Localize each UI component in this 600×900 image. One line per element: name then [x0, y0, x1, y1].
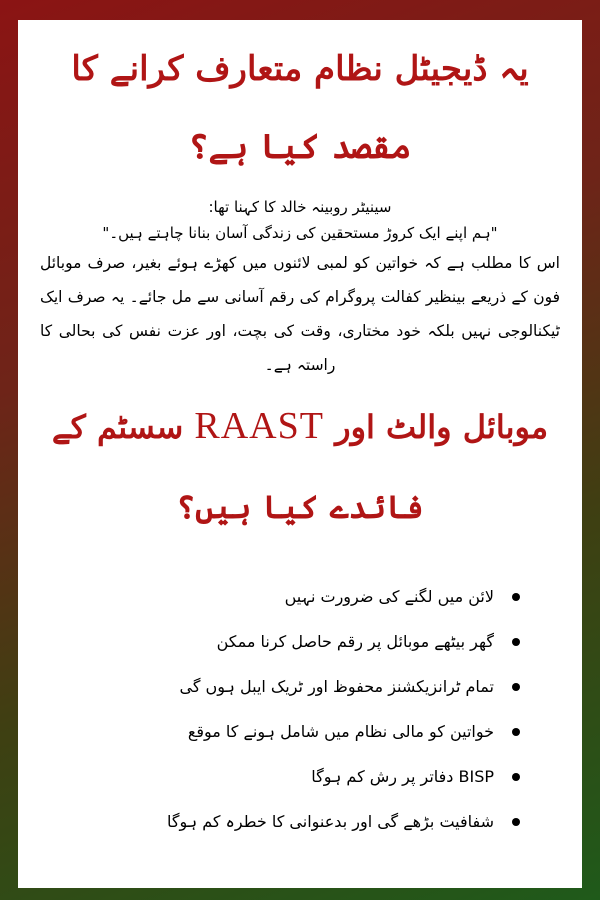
bullet-icon [512, 773, 520, 781]
page-title [40, 30, 560, 186]
bullet-icon [512, 728, 520, 736]
section-heading [40, 386, 560, 547]
benefit-text: گھر بیٹھے موبائل پر رقم حاصل کرنا ممکن [216, 631, 494, 651]
benefit-text: تمام ٹرانزیکشنز محفوظ اور ٹریک ایبل ہوں گی [179, 676, 494, 696]
benefit-text: خواتین کو مالی نظام میں شامل ہونے کا موقع [187, 721, 494, 741]
quote-block [40, 194, 560, 246]
body-paragraph: اس کا مطلب ہے کہ خواتین کو لمبی لائنوں میں کھڑے ہوئے بغیر، صرف موبائل فون کے ذریعے بینظیر کفالت پروگرام کی رقم آسانی سے مل جائے۔ یہ صرف ایک ٹیکنالوجی نہیں بلکہ خود مختاری، وقت کی بچت، اور عزت نفس کی بحالی کا راستہ ہے۔ [40, 254, 560, 374]
section-heading-line-2: فائدے کیا ہیں؟ [176, 488, 424, 526]
quote-text: "ہم اپنے ایک کروڑ مستحقین کی زندگی آسان بنانا چاہتے ہیں۔" [102, 224, 498, 242]
quote-intro: سینیٹر روبینہ خالد کا کہنا تھا: [208, 198, 392, 216]
bullet-icon [512, 593, 520, 601]
bullet-icon [512, 818, 520, 826]
section-heading-line-1 [40, 386, 560, 467]
list-item [40, 664, 520, 709]
list-item [40, 754, 520, 799]
bullet-icon [512, 683, 520, 691]
list-item [40, 799, 520, 844]
benefit-text: لائن میں لگنے کی ضرورت نہیں [284, 586, 494, 606]
section-heading-part-2: سسٹم کے [51, 408, 184, 446]
section-heading-part-1: موبائل والٹ اور [335, 408, 549, 446]
list-item [40, 709, 520, 754]
benefit-text: شفافیت بڑھے گی اور بدعنوانی کا خطرہ کم ہوگا [166, 811, 494, 831]
bullet-icon [512, 638, 520, 646]
benefits-list [40, 574, 560, 844]
content-card [18, 20, 582, 888]
title-line-1: یہ ڈیجیٹل نظام متعارف کرانے کا [71, 49, 529, 89]
benefit-text: BISP دفاتر پر رش کم ہوگا [311, 766, 494, 786]
title-line-2: مقصد کیا ہے؟ [188, 127, 412, 167]
list-item [40, 619, 520, 664]
raast-word: RAAST [194, 405, 324, 447]
list-item [40, 574, 520, 619]
